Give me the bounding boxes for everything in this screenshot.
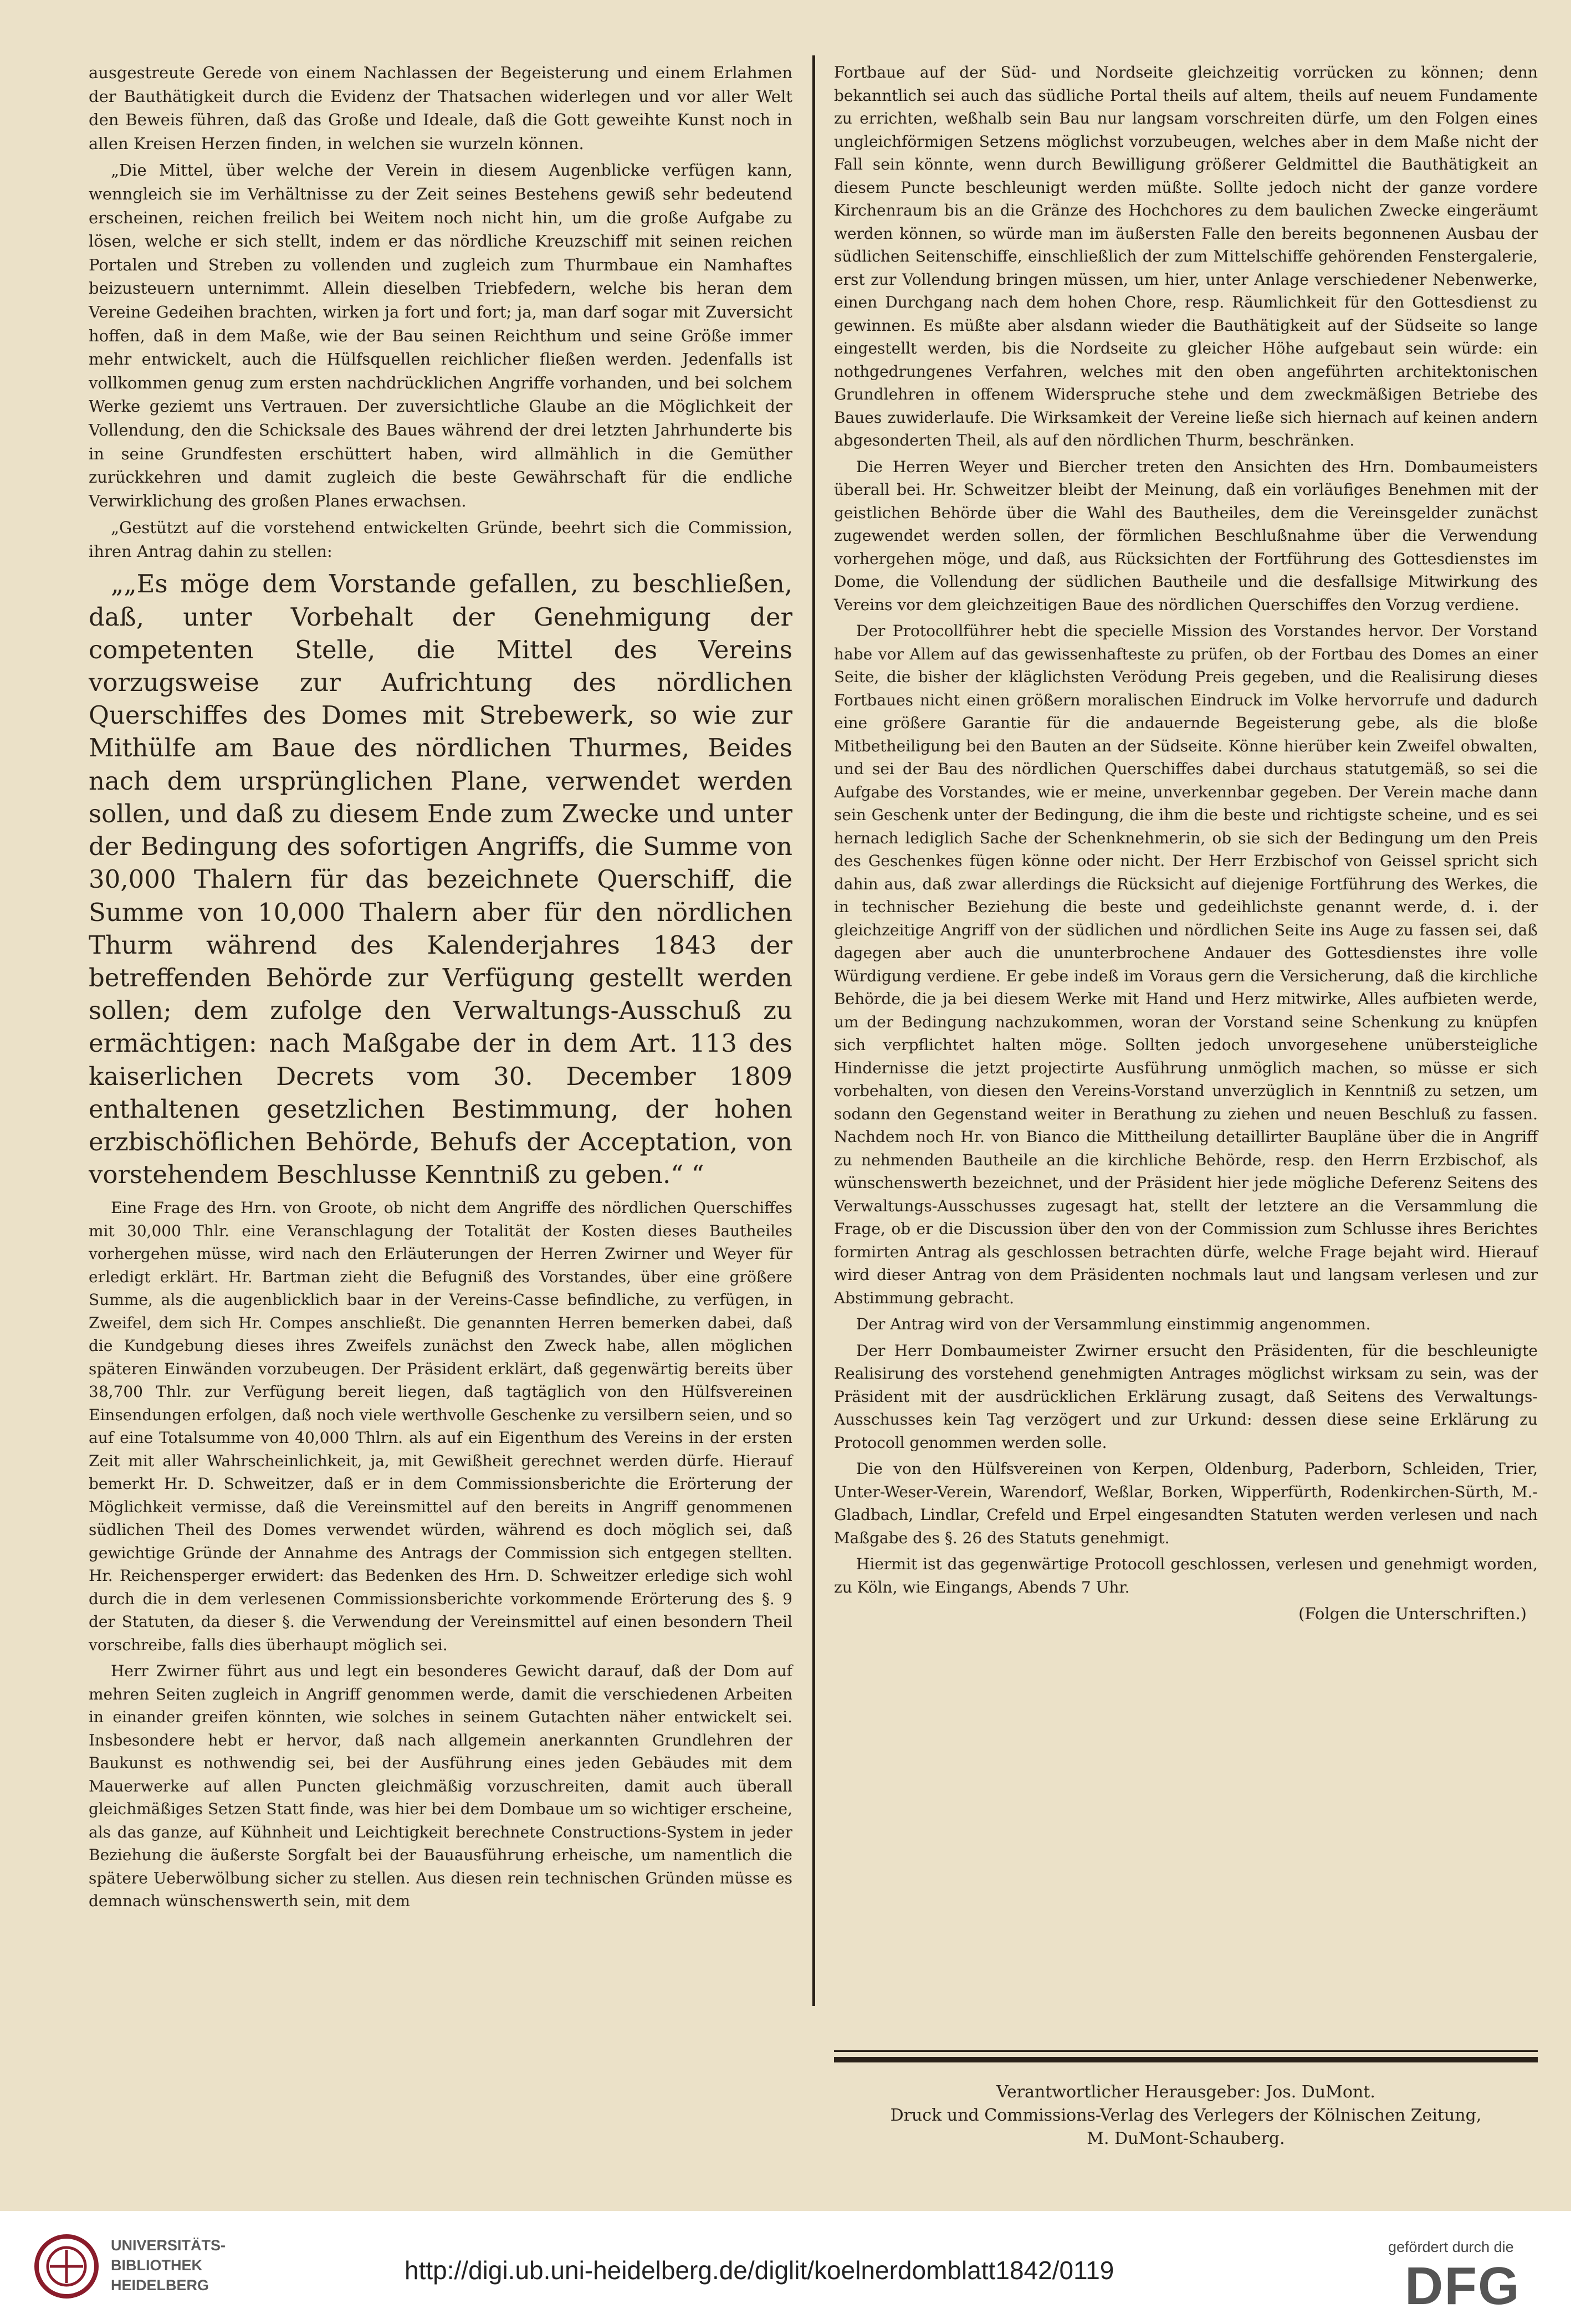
left-column: [89, 61, 792, 1916]
divider-rule-thick: [834, 2057, 1538, 2062]
source-url-link[interactable]: http://digi.ub.uni-heidelberg.de/diglit/koelnerdomblatt1842/0119: [405, 2256, 1114, 2285]
imprint-publisher: Druck und Commissions-Verlag des Verlegers der Kölnischen Zeitung,: [890, 2106, 1482, 2125]
digitization-footer: [0, 2211, 1571, 2324]
motion-text: „„Es möge dem Vorstande gefallen, zu beschließen, daß, unter Vorbehalt der Genehmigung der competenten Stelle, die Mittel des Vereins vorzugsweise zur Aufrichtung des nördlichen Querschiffes des Domes mit Strebewerk, so wie zur Mithülfe am Baue des nördlichen Thurmes, Beides nach dem ursprünglichen Plane, verwendet werden sollen, und daß zu diesem Ende zum Zwecke und unter der Bedingung des sofortigen Angriffs, die Summe von 30,000 Thalern für das bezeichnete Querschiff, die Summe von 10,000 Thalern aber für den nördlichen Thurm während des Kalenderjahres 1843 der betreffenden Behörde zur Verfügung gestellt werden sollen; dem zufolge den Verwaltungs-Ausschuß zu ermächtigen: nach Maßgabe der in dem Art. 113 des kaiserlichen Decrets vom 30. December 1809 enthaltenen gesetzlichen Bestimmung, der hohen erzbischöflichen Behörde, Behufs der Acceptation, von vorstehendem Beschlusse Kenntniß zu geben.“ “: [89, 569, 792, 1190]
library-name-line-2: BIBLIOTHEK: [111, 2257, 202, 2274]
right-paragraph-6: Die von den Hülfsvereinen von Kerpen, Oldenburg, Paderborn, Schleiden, Trier, Unter-Weser-Verein, Warendorf, Weßlar, Borken, Wipperfürth, Rodenkirchen-Sürth, M.-Gladbach, Lindlar, Crefeld und Erpel eingesandten Statuten werden verlesen und nach Maßgabe des §. 26 des Statuts genehmigt.: [834, 1460, 1538, 1547]
dfg-logo: DFG: [1405, 2256, 1521, 2316]
divider-rule-thin: [834, 2050, 1538, 2052]
right-paragraph-3: Der Protocollführer hebt die specielle Mission des Vorstandes hervor. Der Vorstand habe vor Allem auf das gewissenhafteste zu prüfen, ob der Fortbau des Domes an einer Seite, die bisher der kläglichsten Verödung Preis gegeben, und die Realisirung dieses Fortbaues nicht einen größern moralischen Eindruck im Volke hervorrufe und dadurch eine größere Garantie für die andauernde Begeisterung gebe, als die bloße Mitbetheiligung bei den Bauten an der Südseite. Könne hierüber kein Zweifel obwalten, und sei der Bau des nördlichen Querschiffes dabei durchaus statutgemäß, so sei die Aufgabe des Vorstandes, wie er meine, unverkennbar gegeben. Der Verein mache dann sein Geschenk unter der Bedingung, die ihm die beste und richtigste scheine, und es sei hernach lediglich Sache der Schenknehmerin, ob sie sich der Bedingung um den Preis des Geschenkes fügen könne oder nicht. Der Herr Erzbischof von Geissel spricht sich dahin aus, daß zwar allerdings die Rücksicht auf diejenige Fortführung des Werkes, die in technischer Beziehung die beste und gedeihlichste genannt werde, d. i. der gleichzeitige Angriff von der südlichen und nördlichen Seite ins Auge zu fassen sei, daß dagegen aber auch die ununterbrochene Andauer des Gottesdienstes ihre volle Würdigung verdiene. Er gebe indeß im Voraus gern die Versicherung, daß die kirchliche Behörde, die ja bei diesem Werke mit Hand und Herz mitwirke, Alles aufbieten werde, um der Bedingung nachzukommen, woran der Vorstand seine Schenkung zu knüpfen sich verpflichtet halten möge. Sollten jedoch unvorgesehene unübersteigliche Hindernisse die jetzt projectirte Ausführung unmöglich machen, so müsse er sich vorbehalten, von diesen den Vereins-Vorstand unverzüglich in Kenntniß zu setzen, um sodann den Gegenstand weiter in Berathung zu ziehen und neuen Beschluß zu fassen. Nachdem noch Hr. von Bianco die Mittheilung detaillirter Baupläne über die in Angriff zu nehmenden Bautheile an die kirchliche Behörde, resp. den Herrn Erzbischof, als wünschenswerth bezeichnet, und der Präsident hier jede mögliche Deferenz Seitens des Verwaltungs-Ausschusses zugesagt hat, stellt der letztere an die Versammlung die Frage, ob er die Discussion über den von der Commission zum Schlusse ihres Berichtes formirten Antrag als geschlossen betrachten dürfe, welche Frage bejaht wird. Hierauf wird dieser Antrag von dem Präsidenten nochmals laut und langsam verlesen und zur Abstimmung gebracht.: [834, 622, 1538, 1307]
imprint-editor: Verantwortlicher Herausgeber: Jos. DuMont.: [996, 2082, 1375, 2102]
library-name: [111, 2235, 310, 2295]
library-name-line-1: UNIVERSITÄTS-: [111, 2237, 226, 2254]
university-seal-icon: [33, 2233, 100, 2300]
left-paragraph-4: Eine Frage des Hrn. von Groote, ob nicht dem Angriffe des nördlichen Querschiffes mit 30,000 Thlr. eine Veranschlagung der Totalität der Kosten dieses Bautheiles vorhergehen müsse, wird nach den Erläuterungen der Herren Zwirner und Weyer für erledigt erklärt. Hr. Bartman zieht die Befugniß des Vorstandes, über eine größere Summe, als die augenblicklich baar in der Vereins-Casse befindliche, zu verfügen, in Zweifel, dem sich Hr. Compes anschließt. Die genannten Herren bemerken dabei, daß die Kundgebung dieses ihres Zweifels zunächst den Zweck habe, allen möglichen späteren Einwänden vorzubeugen. Der Präsident erklärt, daß gegenwärtig bereits über 38,700 Thlr. zur Verfügung bereit liegen, daß tagtäglich von den Hülfsvereinen Einsendungen erfolgen, daß noch viele werthvolle Geschenke zu versilbern seien, und so auf eine Totalsumme von 40,000 Thlrn. als auf ein Eigenthum des Vereins in der ersten Zeit mit aller Wahrscheinlichkeit, ja, mit Gewißheit gerechnet werden dürfe. Hierauf bemerkt Hr. D. Schweitzer, daß er in dem Commissionsberichte die Erörterung der Möglichkeit vermisse, daß die Vereinsmittel auf den bereits in Angriff genommenen südlichen Theil des Domes verwendet würden, während es doch möglich sei, daß gewichtige Gründe der Annahme des Antrags der Commission sich entgegen stellten. Hr. Reichensperger erwidert: das Bedenken des Hrn. D. Schweitzer erledige sich wohl durch die in dem verlesenen Commissionsberichte vorkommende Erörterung des §. 9 der Statuten, da dieser §. die Verwendung der Vereinsmittel auf einen besondern Theil vorschreibe, falls dies überhaupt möglich sei.: [89, 1199, 792, 1654]
column-divider: [812, 55, 815, 2006]
left-paragraph-3: „Gestützt auf die vorstehend entwickelten Gründe, beehrt sich die Commission, ihren Antrag dahin zu stellen:: [89, 518, 792, 561]
left-paragraph-1: ausgestreute Gerede von einem Nachlassen der Begeisterung und einem Erlahmen der Bauthätigkeit durch die Evidenz der Thatsachen widerlegen und vor aller Welt den Beweis führen, daß das Große und Ideale, daß die Gott geweihte Kunst noch in allen Kreisen Herzen finden, in welchen sie wurzeln können.: [89, 63, 792, 153]
imprint: [834, 2081, 1538, 2151]
signatures-note: (Folgen die Unterschriften.): [1298, 1604, 1527, 1623]
funder-label: gefördert durch die: [1388, 2239, 1514, 2255]
left-paragraph-2: „Die Mittel, über welche der Verein in diesem Augenblicke verfügen kann, wenngleich sie im Verhältnisse zu der Zeit seines Bestehens gewiß sehr bedeutend erscheinen, reichen freilich bei Weitem noch nicht hin, um die große Aufgabe zu lösen, welche er sich stellt, indem er das nördliche Kreuzschiff mit seinen reichen Portalen und Streben zu vollenden und zugleich zum Thurmbaue ein Namhaftes beizusteuern unternimmt. Allein dieselben Triebfedern, welche bis heran dem Vereine Gedeihen brachten, wirken ja fort und fort; ja, man darf sogar mit Zuversicht hoffen, daß in dem Maße, wie der Bau seinen Reichthum und seine Größe immer mehr entwickelt, auch die Hülfsquellen reichlicher fließen werden. Jedenfalls ist vollkommen genug zum ersten nachdrücklichen Angriffe vorhanden, und bei solchem Werke geziemt uns Vertrauen. Der zuversichtliche Glaube an die Möglichkeit der Vollendung, den die Schicksale des Baues während der drei letzten Jahrhunderte bis in seine Grundfesten erschüttert haben, wird allmählich in die Gemüther zurückkehren und damit zugleich die beste Gewährschaft für die endliche Verwirklichung des großen Planes erwachsen.: [89, 161, 792, 510]
right-paragraph-4: Der Antrag wird von der Versammlung einstimmig angenommen.: [856, 1315, 1371, 1333]
left-paragraph-5: Herr Zwirner führt aus und legt ein besonderes Gewicht darauf, daß der Dom auf mehren Seiten zugleich in Angriff genommen werde, damit die verschiedenen Arbeiten in einander greifen könnten, wie solches in seinem Gutachten näher entwickelt sei. Insbesondere hebt er hervor, daß nach allgemein anerkannten Grundlehren der Baukunst es nothwendig sei, bei der Ausführung eines jeden Gebäudes mit dem Mauerwerke auf allen Puncten gleichmäßig vorzuschreiten, damit auch überall gleichmäßiges Setzen Statt finde, was hier bei dem Dombaue um so wichtiger erscheine, als das ganze, auf Kühnheit und Leichtigkeit berechnete Constructions-System in jeder Beziehung die äußerste Sorgfalt bei der Bauausführung erheische, um namentlich die spätere Ueberwölbung sicher zu stellen. Aus diesen rein technischen Gründen müsse es demnach wünschenswerth sein, mit dem: [89, 1662, 792, 1911]
right-paragraph-2: Die Herren Weyer und Biercher treten den Ansichten des Hrn. Dombaumeisters überall bei. Hr. Schweitzer bleibt der Meinung, daß ein vorläufiges Benehmen mit der geistlichen Behörde über die Wahl des Bautheiles, dem die Vereinsgelder zunächst zugewendet werden sollen, der förmlichen Beschlußnahme über die Verwendung vorhergehen möge, und daß, aus Rücksichten der Fortführung des Gottesdienstes im Dome, die Vollendung der südlichen Bautheile und die desfallsige Mitwirkung des Vereins vor dem gleichzeitigen Baue des nördlichen Querschiffes den Vorzug verdiene.: [834, 457, 1538, 614]
right-paragraph-1: Fortbaue auf der Süd- und Nordseite gleichzeitig vorrücken zu können; denn bekanntlich sei auch das südliche Portal theils auf altem, theils auf neuem Fundamente zu errichten, weßhalb sein Bau nur langsam vorschreiten dürfe, um den Folgen eines ungleichförmigen Setzens möglichst vorzubeugen, welches aber in dem Maße nicht der Fall sein könnte, wenn durch Bewilligung größerer Geldmittel die Bauthätigkeit an diesem Puncte beschleunigt werden müßte. Sollte jedoch nicht der ganze vordere Kirchenraum bis an die Gränze des Hochchores zu dem baulichen Zwecke eingeräumt werden können, so würde man im äußersten Falle den bereits begonnenen Ausbau der südlichen Seitenschiffe, einschließlich der zum Mittelschiffe gehörenden Fenstergalerie, erst zur Vollendung bringen müssen, um hier, unter Anlage verschiedener Nebenwerke, einen Durchgang nach dem hohen Chore, resp. Räumlichkeit für den Gottesdienst zu gewinnen. Es müßte aber alsdann wieder die Bauthätigkeit auf der Südseite so lange eingestellt werden, bis die Nordseite zu gleicher Höhe aufgebaut sein würde: ein nothgedrungenes Verfahren, welches mit den oben angeführten architektonischen Grundlehren in offenem Widerspruche stehe und dem zweckmäßigen Betriebe des Baues zuwiderlaufe. Die Wirksamkeit der Vereine ließe sich hiernach auf keinen andern abgesonderten Theil, als auf den nördlichen Thurm, beschränken.: [834, 63, 1538, 449]
library-name-line-3: HEIDELBERG: [111, 2277, 209, 2294]
imprint-printer: M. DuMont-Schauberg.: [1087, 2129, 1285, 2148]
right-column: [834, 61, 1538, 1625]
right-paragraph-7: Hiermit ist das gegenwärtige Protocoll geschlossen, verlesen und genehmigt worden, zu Köln, wie Eingangs, Abends 7 Uhr.: [834, 1555, 1538, 1596]
right-paragraph-5: Der Herr Dombaumeister Zwirner ersucht den Präsidenten, für die beschleunigte Realisirung des vorstehend genehmigten Antrages möglichst wirksam zu sein, was der Präsident mit der ausdrücklichen Erklärung zusagt, daß Seitens des Verwaltungs-Ausschusses kein Tag verzögert und zur Urkund: dessen diese seine Erklärung zu Protocoll genommen werden solle.: [834, 1341, 1538, 1452]
